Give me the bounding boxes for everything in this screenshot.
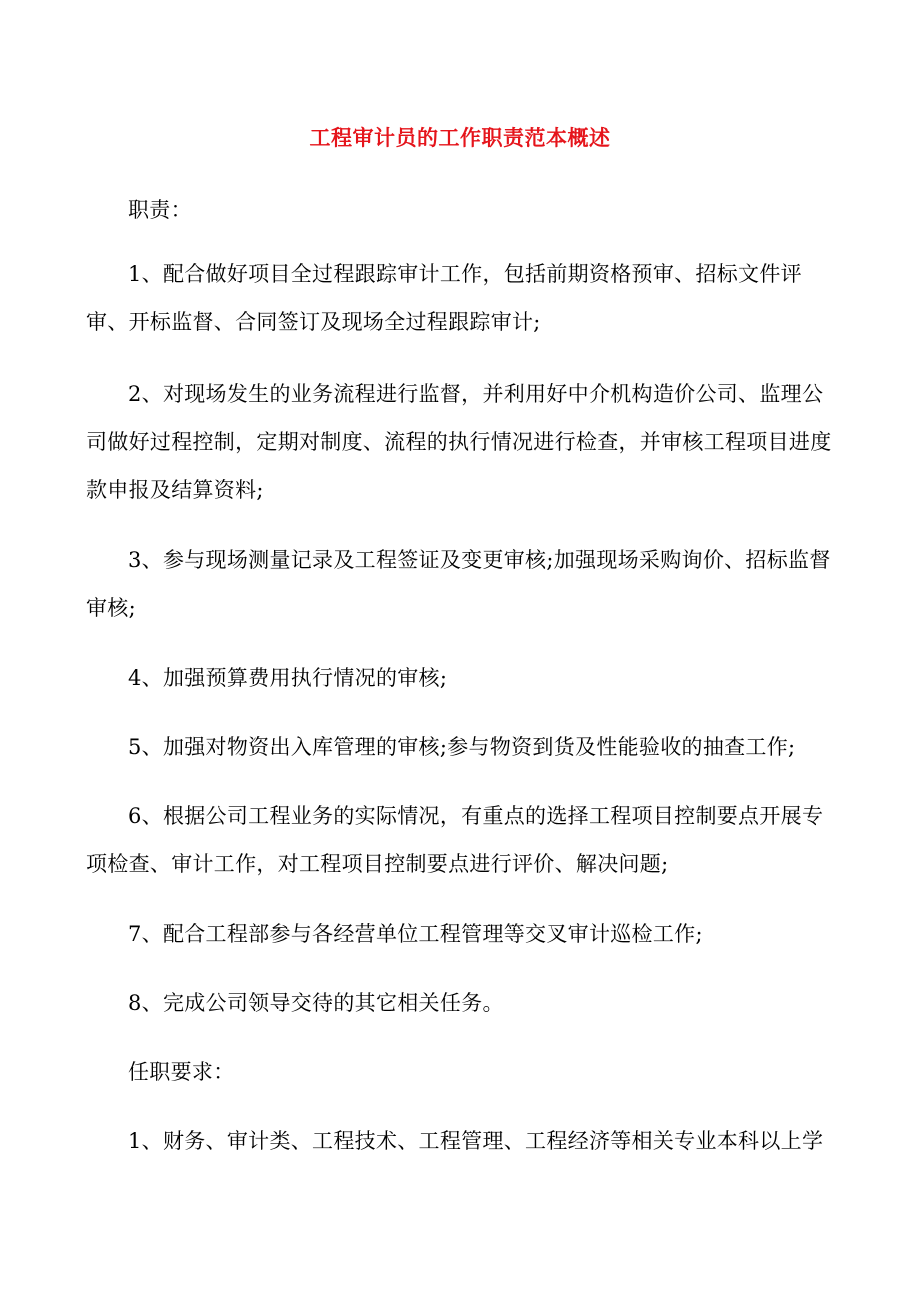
document-title: 工程审计员的工作职责范本概述 xyxy=(309,125,611,150)
duty-item-7: 7、配合工程部参与各经营单位工程管理等交叉审计巡检工作; xyxy=(128,922,703,946)
requirement-item-1: 1、财务、审计类、工程技术、工程管理、工程经济等相关专业本科以上学 xyxy=(128,1129,824,1153)
duty-item-6: 6、根据公司工程业务的实际情况，有重点的选择工程项目控制要点开展专项检查、审计工作，对工程项目控制要点进行评价、解决问题; xyxy=(86,804,824,876)
duty-item-2: 2、对现场发生的业务流程进行监督，并利用好中介机构造价公司、监理公司做好过程控制，定期对制度、流程的执行情况进行检查，并审核工程项目进度款申报及结算资料; xyxy=(86,382,832,502)
duty-item-5: 5、加强对物资出入库管理的审核;参与物资到货及性能验收的抽查工作; xyxy=(128,735,796,759)
duty-item-3: 3、参与现场测量记录及工程签证及变更审核;加强现场采购询价、招标监督审核; xyxy=(86,548,831,620)
duty-item-4: 4、加强预算费用执行情况的审核; xyxy=(128,666,448,690)
requirements-heading: 任职要求： xyxy=(128,1060,235,1084)
duty-item-1: 1、配合做好项目全过程跟踪审计工作，包括前期资格预审、招标文件评审、开标监督、合同签订及现场全过程跟踪审计; xyxy=(86,262,802,334)
duties-heading: 职责： xyxy=(128,198,192,222)
duty-item-8: 8、完成公司领导交待的其它相关任务。 xyxy=(128,991,504,1015)
